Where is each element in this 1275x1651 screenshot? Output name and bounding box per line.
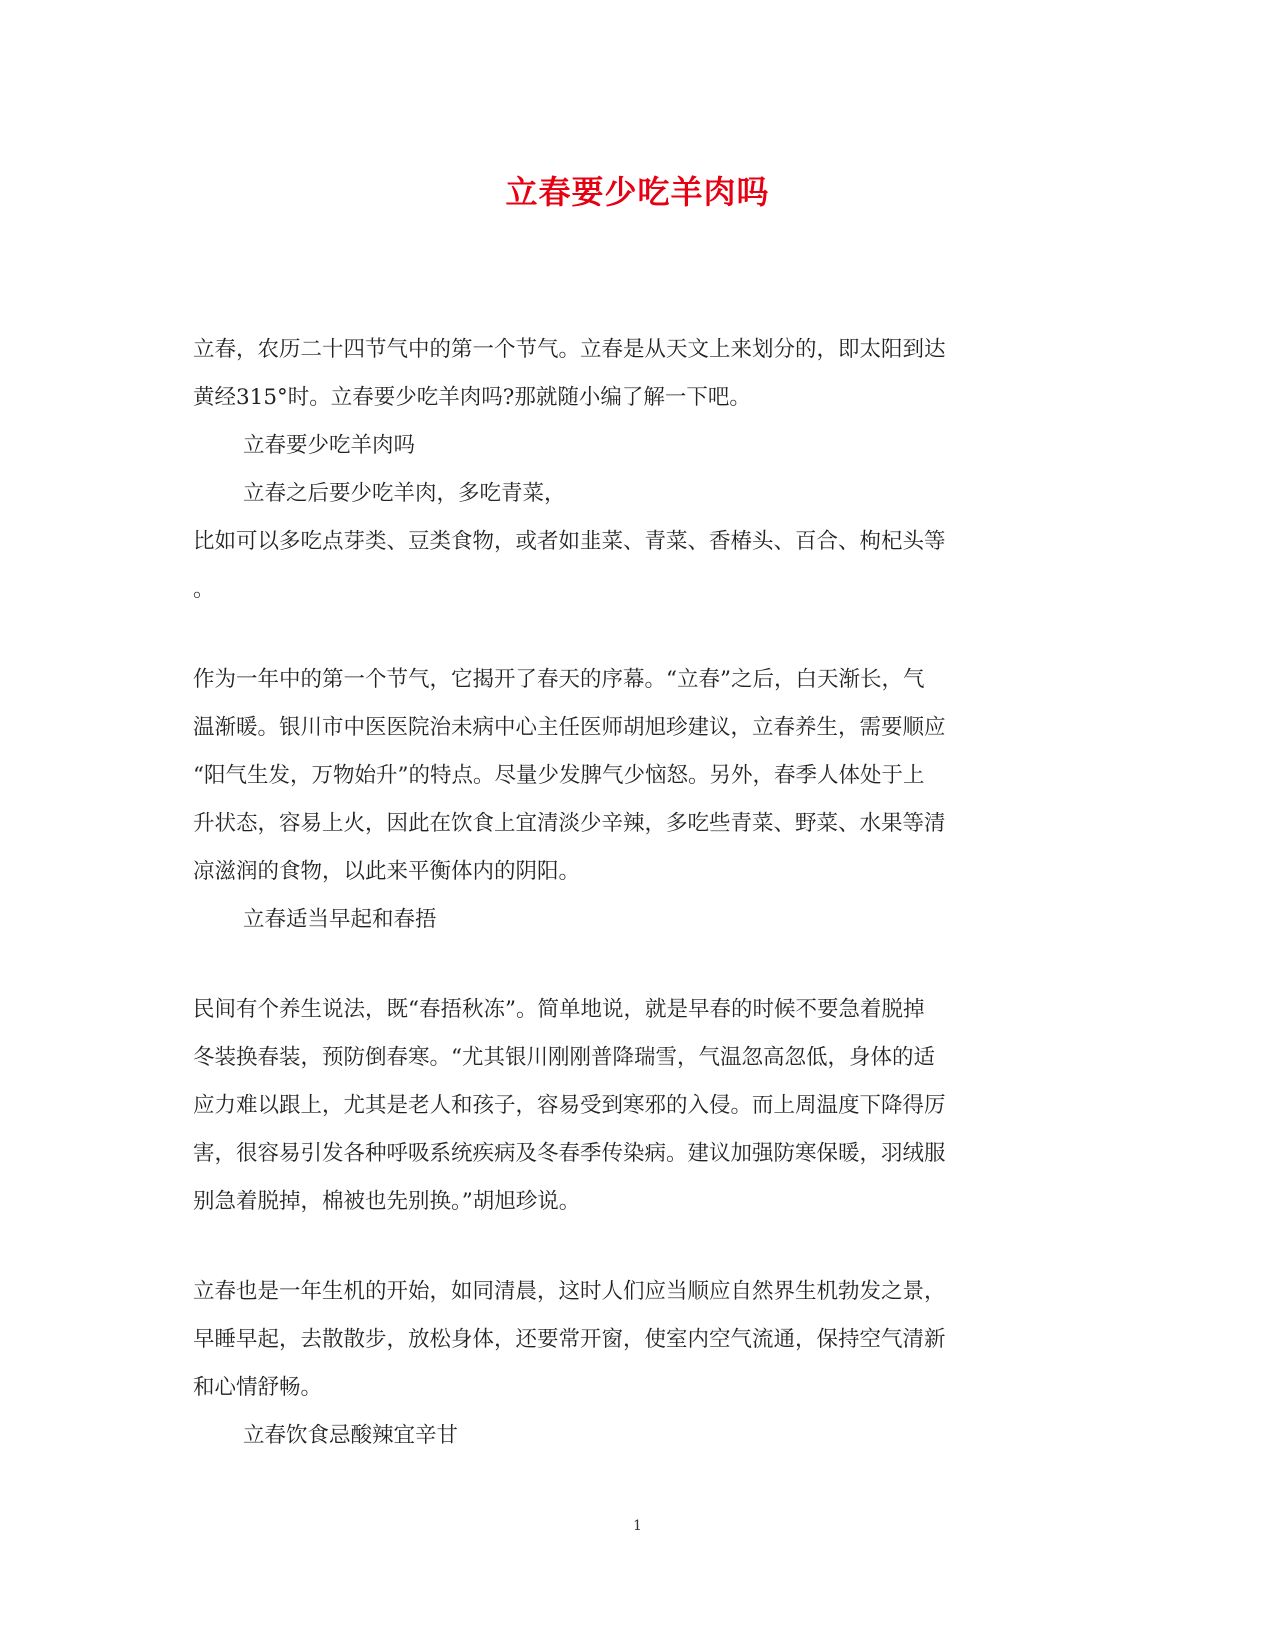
text-line: 害，很容易引发各种呼吸系统疾病及冬春季传染病。建议加强防寒保暖，羽绒服 xyxy=(193,1141,946,1166)
text-line: “阳气生发，万物始升”的特点。尽量少发脾气少恼怒。另外，春季人体处于上 xyxy=(193,763,925,788)
paragraph-spring-cover xyxy=(193,986,1073,1226)
paragraph-intro xyxy=(193,326,1073,422)
text-line: 升状态，容易上火，因此在饮食上宜清淡少辛辣，多吃些青菜、野菜、水果等清 xyxy=(193,811,946,836)
text-line: 温渐暖。银川市中医医院治未病中心主任医师胡旭珍建议，立春养生，需要顺应 xyxy=(193,715,946,740)
text-line: 冬装换春装，预防倒春寒。“尤其银川刚刚普降瑞雪，气温忽高忽低，身体的适 xyxy=(193,1045,935,1070)
section-heading: 立春适当早起和春捂 xyxy=(243,907,437,932)
text-line: 。 xyxy=(193,577,215,602)
section-heading: 立春要少吃羊肉吗 xyxy=(243,433,416,458)
text-line: 黄经315°时。立春要少吃羊肉吗?那就随小编了解一下吧。 xyxy=(193,385,751,410)
document-body xyxy=(193,326,1073,1460)
text-line: 民间有个养生说法，既“春捂秋冻”。简单地说，就是早春的时候不要急着脱掉 xyxy=(193,997,925,1022)
paragraph-first-solar-term xyxy=(193,656,1073,896)
section-heading: 立春饮食忌酸辣宜辛甘 xyxy=(243,1423,459,1448)
text-line: 和心情舒畅。 xyxy=(193,1375,323,1400)
paragraph-vitality xyxy=(193,1268,1073,1412)
text-line: 别急着脱掉，棉被也先别换。”胡旭珍说。 xyxy=(193,1189,581,1214)
text-line: 应力难以跟上，尤其是老人和孩子，容易受到寒邪的入侵。而上周温度下降得厉 xyxy=(193,1093,946,1118)
text-line: 比如可以多吃点芽类、豆类食物，或者如韭菜、青菜、香椿头、百合、枸杞头等 xyxy=(193,529,946,554)
text-line: 作为一年中的第一个节气，它揭开了春天的序幕。“立春”之后，白天渐长，气 xyxy=(193,667,925,692)
text-line: 立春，农历二十四节气中的第一个节气。立春是从天文上来划分的，即太阳到达 xyxy=(193,337,946,362)
document-title: 立春要少吃羊肉吗 xyxy=(505,173,770,211)
text-line: 凉滋润的食物，以此来平衡体内的阴阳。 xyxy=(193,859,581,884)
page-number: 1 xyxy=(633,1518,642,1534)
text-line: 立春也是一年生机的开始，如同清晨，这时人们应当顺应自然界生机勃发之景， xyxy=(193,1279,946,1304)
text-line: 立春之后要少吃羊肉，多吃青菜， xyxy=(243,481,566,506)
paragraph-lamb-advice xyxy=(193,470,1073,614)
text-line: 早睡早起，去散散步，放松身体，还要常开窗，使室内空气流通，保持空气清新 xyxy=(193,1327,946,1352)
